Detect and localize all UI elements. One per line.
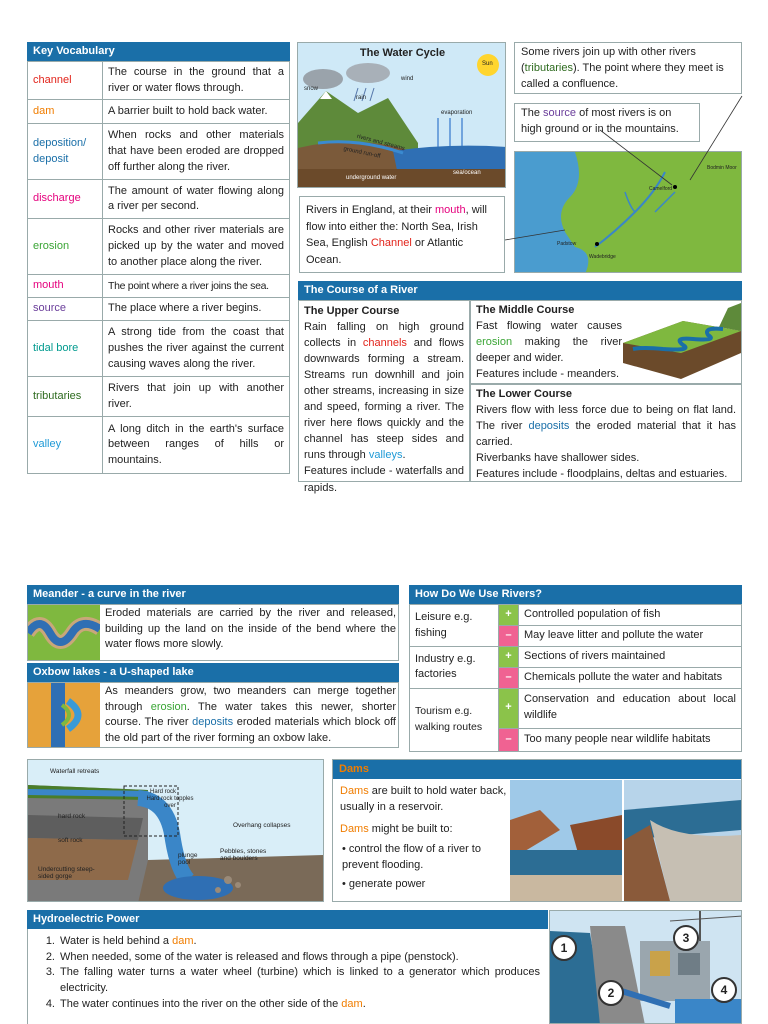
deposits-word: deposits xyxy=(528,420,570,433)
oxbow-t1: As meanders grow, two meanders can merge together through xyxy=(105,685,396,713)
uses-group-name: Tourism e.g. walking routes xyxy=(410,688,499,751)
oxbow-erosion-word: erosion xyxy=(150,700,187,713)
erosion-word: erosion xyxy=(476,336,513,349)
vocab-term: dam xyxy=(28,100,103,124)
label-snow: snow xyxy=(304,86,319,92)
oxbow-deposits-word: deposits xyxy=(192,716,234,729)
step1-text: Water is held behind a xyxy=(60,935,173,947)
step-number: 4. xyxy=(45,997,55,1010)
label-sea: sea/ocean xyxy=(453,170,481,176)
label-sun: Sun xyxy=(482,61,493,67)
hydro-illustration xyxy=(550,911,742,1024)
wf-label-plunge: plunge pool xyxy=(178,852,198,867)
step-number: 2. xyxy=(45,950,55,963)
lower-course xyxy=(470,384,742,482)
meander-icon xyxy=(28,605,100,660)
vocab-row xyxy=(28,417,290,474)
meander-title: Meander - a curve in the river xyxy=(33,588,186,600)
label-underground: underground water xyxy=(346,175,397,181)
trib-text-1: Some rivers join up with other rivers ( xyxy=(521,46,696,74)
dam-word: dam xyxy=(172,935,194,947)
plus-badge: + xyxy=(499,605,519,626)
label-evaporation: evaporation xyxy=(441,110,473,116)
uses-header xyxy=(409,585,742,604)
vocab-term: deposition/ deposit xyxy=(28,124,103,180)
upper-features: Features include - waterfalls and rapids. xyxy=(304,465,464,494)
dams-bullet-1: • control the flow of a river to prevent flooding. xyxy=(342,842,481,871)
hydro-header xyxy=(27,910,548,929)
lower-t1: Rivers flow with less force due to being on flat land. The river xyxy=(476,404,736,433)
upper-heading: The Upper Course xyxy=(304,305,400,317)
vocab-def: Rivers that join up with another river. xyxy=(103,377,290,417)
vocab-def: A barrier built to hold back water. xyxy=(103,100,290,124)
step-text xyxy=(60,934,197,950)
vocab-def: The point where a river joins the sea. xyxy=(103,275,290,298)
label-streams: rivers and streams xyxy=(356,133,406,153)
vocab-def: The place where a river begins. xyxy=(103,298,290,321)
vocab-row xyxy=(28,377,290,417)
map-label-padstow: Padstow xyxy=(557,241,577,247)
vocab-def: A long ditch in the earth's surface between ranges of hills or mountains. xyxy=(103,417,290,474)
dam-photos xyxy=(510,780,741,901)
meander-header xyxy=(27,585,399,604)
middle-t2: making the river deeper and wider. xyxy=(476,336,622,365)
wf-label-topples: Hard rock topples over xyxy=(146,796,194,809)
uses-group-name: Industry e.g. factories xyxy=(410,647,499,689)
dams-text xyxy=(340,784,508,893)
channels-word: channels xyxy=(362,337,407,350)
waterfall-illustration xyxy=(28,760,324,902)
tributaries-word: tributaries xyxy=(524,61,573,74)
step4-text: The water continues into the river on the other side of the xyxy=(60,997,342,1010)
dams-word: Dams xyxy=(340,822,369,835)
uses-table xyxy=(409,604,742,752)
vocab-term: mouth xyxy=(28,275,103,298)
hydro-step xyxy=(42,965,540,996)
vocab-term: erosion xyxy=(28,219,103,275)
callout-lines xyxy=(0,0,768,300)
uses-group-name: Leisure e.g. fishing xyxy=(410,605,499,647)
vocab-term: source xyxy=(28,298,103,321)
uses-minus-text: May leave litter and pollute the water xyxy=(519,626,742,647)
source-text-1: The xyxy=(521,107,544,119)
map-label-camelford: Camelford xyxy=(649,186,673,192)
uses-title: How Do We Use Rivers? xyxy=(415,588,542,600)
course-header xyxy=(298,281,742,300)
map-label-bodmin: Bodmin Moor xyxy=(707,165,737,171)
oxbow-header xyxy=(27,663,399,682)
dams-bullet-2: • generate power xyxy=(342,877,426,890)
oxbow-t3: eroded materials which block off the old part of the river forming an oxbow lake. xyxy=(105,716,396,744)
step-text: The falling water turns a water wheel (turbine) which is linked to a generator which produces electricity. xyxy=(60,966,540,995)
mouth-text-1: Rivers in England, at their xyxy=(306,204,436,216)
plus-badge: + xyxy=(499,647,519,668)
lower-heading: The Lower Course xyxy=(476,388,572,400)
vocab-term: channel xyxy=(28,62,103,100)
wf-label-overhang: Overhang collapses xyxy=(233,822,291,829)
upper-course xyxy=(298,300,470,494)
dams-p2 xyxy=(340,822,508,838)
upper-t1: Rain falling on high ground collects in xyxy=(304,321,464,350)
step4-end: . xyxy=(362,997,366,1010)
vocab-def: When rocks and other materials that have been eroded are dropped off further along the river. xyxy=(103,124,290,180)
vocab-row xyxy=(28,321,290,377)
hydro-step-2-marker: 2 xyxy=(598,980,624,1006)
dams-header xyxy=(333,760,741,779)
trib-text-2: ). The point where they meet is called a confluence. xyxy=(521,61,724,90)
vocab-def: A strong tide from the coast that pushes the river against the current causing waves along the river. xyxy=(103,321,290,377)
label-rain: rain xyxy=(356,95,367,101)
wf-label-retreats: Waterfall retreats xyxy=(50,768,100,775)
label-runoff: ground run-off xyxy=(342,146,381,160)
vocab-term: tidal bore xyxy=(28,321,103,377)
uses-row xyxy=(410,605,742,626)
oxbow-t2: . The water takes this newer, shorter course. The river xyxy=(105,700,396,729)
course-title: The Course of a River xyxy=(304,284,418,296)
dams-title: Dams xyxy=(339,763,369,775)
uses-row xyxy=(410,688,742,728)
middle-heading: The Middle Course xyxy=(476,304,575,316)
meander-box xyxy=(27,604,399,661)
wf-label-hard: hard rock xyxy=(58,813,86,820)
water-cycle-title: The Water Cycle xyxy=(359,47,446,59)
step-number: 1. xyxy=(45,935,55,947)
dams-p1 xyxy=(340,784,508,816)
minus-badge: – xyxy=(499,626,519,647)
valleys-word: valleys xyxy=(368,449,403,462)
hydro-diagram xyxy=(549,910,742,1024)
vocab-term: valley xyxy=(28,417,103,474)
hydro-steps xyxy=(27,929,548,1024)
step1-end: . xyxy=(193,935,197,947)
minus-badge: – xyxy=(499,667,519,688)
hydro-step-3-marker: 3 xyxy=(673,925,699,951)
lower-features: Features include - floodplains, deltas and estuaries. xyxy=(476,468,728,481)
hydro-step-4-marker: 4 xyxy=(711,977,737,1003)
wf-label-soft: soft rock xyxy=(58,837,83,844)
label-wind: wind xyxy=(401,76,414,82)
wf-label-pebbles: Pebbles, stones and boulders xyxy=(220,848,267,863)
middle-features: Features include - meanders. xyxy=(476,368,620,381)
step-text: When needed, some of the water is released and flows through a pipe (penstock). xyxy=(60,950,459,963)
step-number: 3. xyxy=(45,966,55,979)
plus-badge: + xyxy=(499,688,519,728)
vocab-term: discharge xyxy=(28,180,103,219)
oxbow-box xyxy=(27,682,399,748)
dam-word: dam xyxy=(341,997,363,1010)
middle-t1: Fast flowing water causes xyxy=(476,320,622,333)
uses-plus-text: Controlled population of fish xyxy=(519,605,742,626)
middle-course xyxy=(470,300,742,384)
uses-plus-text: Sections of rivers maintained xyxy=(519,647,742,668)
hydro-step xyxy=(42,997,540,1013)
hydro-step xyxy=(42,950,540,966)
upper-text xyxy=(304,319,464,463)
vocab-def: The amount of water flowing along a river per second. xyxy=(103,180,290,219)
hydro-title: Hydroelectric Power xyxy=(33,913,140,925)
hydro-step xyxy=(42,934,540,950)
mouth-word: mouth xyxy=(435,204,466,216)
lower-text xyxy=(476,402,736,450)
vocab-title: Key Vocabulary xyxy=(33,45,115,57)
dams-word: Dams xyxy=(340,785,369,797)
mouth-text-3: or Atlantic Ocean. xyxy=(306,237,464,266)
dams-p2-text: might be built to: xyxy=(368,822,453,835)
lower-banks: Riverbanks have shallower sides. xyxy=(476,452,640,465)
oxbow-text xyxy=(105,684,396,746)
lower-t2: the eroded material that it has carried. xyxy=(476,420,736,449)
oxbow-icon xyxy=(28,683,100,747)
waterfall-diagram xyxy=(27,759,324,902)
hydro-step-1-marker: 1 xyxy=(551,935,577,961)
middle-text xyxy=(476,318,622,366)
meander-landscape-illustration xyxy=(623,303,741,381)
oxbow-title: Oxbow lakes - a U-shaped lake xyxy=(33,666,194,678)
wf-label-hard-top: Hard rock xyxy=(150,789,177,795)
channel-word: Channel xyxy=(370,237,412,249)
source-word: source xyxy=(543,107,577,119)
uses-row xyxy=(410,647,742,668)
dams-box xyxy=(332,759,742,902)
upper-t3: . xyxy=(402,449,406,462)
wf-label-gorge: Undercutting steep-sided gorge xyxy=(38,866,95,881)
meander-text: Eroded materials are carried by the river and released, building up the land on the inside of the bend where the water flows more slowly. xyxy=(105,607,396,651)
step-text xyxy=(60,997,366,1013)
mouth-text-2: , will flow into either the: North Sea, Irish Sea, English xyxy=(306,204,487,249)
uses-minus-text: Too many people near wildlife habitats xyxy=(519,728,742,751)
uses-minus-text: Chemicals pollute the water and habitats xyxy=(519,667,742,688)
uses-plus-text: Conservation and education about local wildlife xyxy=(519,688,742,728)
vocab-term: tributaries xyxy=(28,377,103,417)
minus-badge: – xyxy=(499,728,519,751)
vocab-def: Rocks and other river materials are picked up by the water and moved to another place along the river. xyxy=(103,219,290,275)
vocab-row xyxy=(28,298,290,321)
dams-p1-text: are built to hold water back, usually in a reservoir. xyxy=(340,785,507,813)
map-label-wadebridge: Wadebridge xyxy=(589,254,616,260)
source-text-2: of most rivers is on high ground or in the mountains. xyxy=(521,107,679,135)
middle-text-block xyxy=(476,302,622,382)
vocab-def: The course in the ground that a river or water flows through. xyxy=(103,62,290,100)
upper-t2: and flows downwards forming a stream. Streams run downhill and join other streams, increasing in size and speed, forming a river. The river here flows quickly and the channel has steep sides and runs through xyxy=(304,337,464,462)
